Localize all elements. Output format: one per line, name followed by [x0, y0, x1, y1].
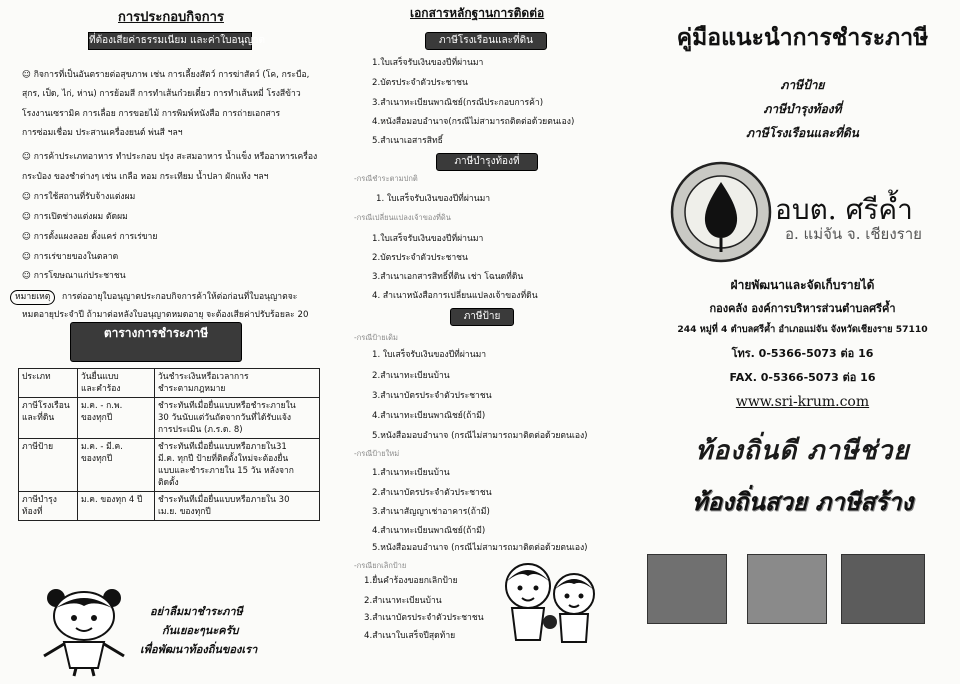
doc-item: 4.สำเนาทะเบียนพาณิชย์(ถ้ามี)	[372, 411, 486, 421]
brochure-subtitle: ภาษีโรงเรือนและที่ดิน	[746, 126, 859, 140]
doc-item: 1. ใบเสร็จรับเงินของปีที่ผ่านมา	[372, 350, 487, 360]
table-cell: ม.ค. ของทุก 4 ปี	[78, 492, 155, 521]
section-title: การประกอบกิจการ	[118, 10, 224, 25]
slogan-top: ท้องถิ่นดี ภาษีช่วย	[695, 436, 910, 466]
tax-schedule-table	[18, 368, 320, 521]
middle-panel	[340, 0, 640, 684]
brochure-subtitle: ภาษีบำรุงท้องที่	[763, 102, 842, 116]
doc-item: 5.หนังสือมอบอำนาจ (กรณีไม่สามารถมาติดต่อด้วยตนเอง)	[372, 431, 588, 441]
logo-location: อ. แม่จัน จ. เชียงราย	[785, 225, 922, 243]
doc-subheading: -กรณีป้ายเดิม	[354, 333, 398, 342]
left-panel	[0, 0, 335, 684]
business-line: ☺ การเปิดช่างแต่งผม ตัดผม	[22, 212, 128, 222]
photo-meeting	[841, 554, 925, 624]
logo-org-name: อบต. ศรีค้ำ	[775, 193, 913, 226]
table-cell: ม.ค. - ก.พ. ของทุกปี	[78, 398, 155, 439]
doc-item: 2.สำเนาบัตรประจำตัวประชาชน	[372, 488, 492, 498]
table-row	[19, 439, 320, 492]
department-name: ฝ่ายพัฒนาและจัดเก็บรายได้	[730, 278, 875, 292]
business-line: การซ่อมเชื่อม ประสานเครื่องยนต์ พ่นสี ฯลฯ	[22, 128, 183, 138]
slogan-line: เพื่อพัฒนาท้องถิ่นของเรา	[140, 643, 258, 656]
business-line: ☺ การเร่ขายของในตลาด	[22, 252, 119, 262]
cartoon-kids-icon	[490, 560, 610, 644]
doc-item: 2.บัตรประจำตัวประชาชน	[372, 253, 468, 263]
doc-item: 4.สำเนาทะเบียนพาณิชย์(ถ้ามี)	[372, 526, 486, 536]
table-cell: ชำระทันทีเมื่อยื่นแบบหรือภายใน31 มี.ค. ทุกปี ป้ายที่ติดตั้งใหม่จะต้องยื่น แบบและชำระภายใน 15 วัน หลังจาก ติดตั้ง	[155, 439, 320, 492]
table-cell: ภาษีโรงเรือน และที่ดิน	[19, 398, 78, 439]
table-cell: ภาษีบำรุง ท้องที่	[19, 492, 78, 521]
box-local-maintenance-tax: ภาษีบำรุงท้องที่	[436, 153, 538, 171]
photo-paddy-field	[647, 554, 727, 624]
documents-header: เอกสารหลักฐานการติดต่อ	[410, 6, 545, 20]
table-header: วันยื่นแบบ และคำร้อง	[78, 369, 155, 398]
doc-item: 1.สำเนาทะเบียนบ้าน	[372, 468, 450, 478]
phone-number: โทร. 0-5366-5073 ต่อ 16	[731, 347, 874, 360]
doc-subheading: -กรณีป้ายใหม่	[354, 449, 400, 458]
fee-banner: ที่ต้องเสียค่าธรรมเนียม และค่าใบอนุญาต	[88, 32, 252, 50]
table-row	[19, 398, 320, 439]
division-name: กองคลัง องค์การบริหารส่วนตำบลศรีค้ำ	[709, 302, 896, 315]
doc-item: 2.บัตรประจำตัวประชาชน	[372, 78, 468, 88]
doc-item: 5.หนังสือมอบอำนาจ (กรณีไม่สามารถมาติดต่อด้วยตนเอง)	[372, 543, 588, 553]
business-line: ☺ การตั้งแผงลอย ตั้งแคร่ การเร่ขาย	[22, 232, 158, 242]
table-cell: ชำระทันทีเมื่อยื่นแบบหรือชำระภายใน 30 วันนับแต่วันถัดจากวันที่ได้รับแจ้ง การประเมิน (ภ.ร.ด. 8)	[155, 398, 320, 439]
business-line: กระป๋อง ของชำต่างๆ เช่น เกลือ หอม กระเทียม น้ำปลา ผักแห้ง ฯลฯ	[22, 172, 269, 182]
table-header-row	[19, 369, 320, 398]
slogan-line: อย่าลืมมาชำระภาษี	[150, 605, 243, 618]
cartoon-girl-icon	[34, 586, 134, 678]
table-cell: ภาษีป้าย	[19, 439, 78, 492]
doc-item: 5.สำเนาเอสารสิทธิ์	[372, 136, 443, 146]
business-line: สุกร, เป็ด, ไก่, ห่าน) การย้อมสี การทำเส้นก๋วยเตี๋ยว การทำเส้นหมี่ โรงสีข้าว	[22, 89, 301, 99]
doc-subheading: -กรณียกเลิกป้าย	[354, 561, 407, 570]
schedule-title: ตารางการชำระภาษี	[70, 322, 242, 362]
box-building-land-tax: ภาษีโรงเรือนและที่ดิน	[425, 32, 547, 50]
doc-item: 1. ใบเสร็จรับเงินของปีที่ผ่านมา	[376, 194, 491, 204]
doc-item: 2.สำเนาทะเบียนบ้าน	[364, 596, 442, 606]
business-line: ☺ กิจการที่เป็นอันตรายต่อสุขภาพ เช่น การเลี้ยงสัตว์ การฆ่าสัตว์ (โค, กระบือ,	[22, 70, 310, 80]
sao-seal-logo	[669, 160, 773, 264]
doc-item: 4. สำเนาหนังสือการเปลี่ยนแปลงเจ้าของที่ดิน	[372, 291, 538, 301]
brochure-subtitle: ภาษีป้าย	[780, 78, 825, 92]
doc-item: 3.สำเนาเอกสารสิทธิ์ที่ดิน เช่า โฉนดที่ดิน	[372, 272, 524, 282]
box-signboard-tax: ภาษีป้าย	[450, 308, 514, 326]
doc-subheading: -กรณีเปลี่ยนแปลงเจ้าของที่ดิน	[354, 213, 451, 222]
slogan-bottom: ท้องถิ่นสวย ภาษีสร้าง	[691, 488, 914, 516]
table-row	[19, 492, 320, 521]
doc-subheading: -กรณีชำระตามปกติ	[354, 174, 418, 183]
doc-item: 3.สำเนาบัตรประจำตัวประชาชน	[364, 613, 484, 623]
table-header: วันชำระเงินหรือเวลาการ ชำระตามกฎหมาย	[155, 369, 320, 398]
note-text: หมดอายุประจำปี ถ้ามาต่อหลังใบอนุญาตหมดอายุ จะต้องเสียค่าปรับร้อยละ 20	[22, 310, 309, 320]
doc-item: 1.ยื่นคำร้องขอยกเลิกป้าย	[364, 576, 458, 586]
business-line: โรงงานเซรามิค การเลื่อย การขอยไม้ การพิมพ์หนังสือ การถ่ายเอกสาร	[22, 109, 281, 119]
doc-item: 3.สำเนาบัตรประจำตัวประชาชน	[372, 391, 492, 401]
doc-item: 3.สำเนาทะเบียนพาณิชย์(กรณีประกอบการค้า)	[372, 98, 544, 108]
photo-road	[747, 554, 827, 624]
table-cell: ม.ค. - มี.ค. ของทุกปี	[78, 439, 155, 492]
fax-number: FAX. 0-5366-5073 ต่อ 16	[729, 371, 876, 384]
right-panel	[645, 0, 960, 684]
doc-item: 1.ใบเสร็จรับเงินของปีที่ผ่านมา	[372, 234, 484, 244]
doc-item: 1.ใบเสร็จรับเงินของปีที่ผ่านมา	[372, 58, 484, 68]
doc-item: 4.หนังสือมอบอำนาจ(กรณีไม่สามารถติดต่อด้วยตนเอง)	[372, 117, 575, 127]
business-line: ☺ การค้าประเภทอาหาร ทำประกอบ ปรุง สะสมอาหาร น้ำแข็ง หรืออาหารเครื่อง	[22, 152, 318, 162]
office-address: 244 หมู่ที่ 4 ตำบลศรีค้ำ อำเภอแม่จัน จังหวัดเชียงราย 57110	[677, 324, 928, 335]
doc-item: 2.สำเนาทะเบียนบ้าน	[372, 371, 450, 381]
table-cell: ชำระทันทีเมื่อยื่นแบบหรือภายใน 30 เม.ย. ของทุกปี	[155, 492, 320, 521]
doc-item: 4.สำเนาใบเสร็จปีสุดท้าย	[364, 631, 456, 641]
business-line: ☺ การโฆษณาแก่ประชาชน	[22, 271, 126, 281]
business-line: ☺ การใช้สถานที่รับจ้างแต่งผม	[22, 192, 136, 202]
note-label: หมายเหตุ	[10, 290, 55, 305]
slogan-line: กันเยอะๆนะครับ	[162, 624, 239, 637]
table-header: ประเภท	[19, 369, 78, 398]
brochure-title: คู่มือแนะนำการชำระภาษี	[676, 25, 929, 51]
website-link[interactable]: www.sri-krum.com	[735, 394, 870, 410]
doc-item: 3.สำเนาสัญญาเช่าอาคาร(ถ้ามี)	[372, 507, 490, 517]
note-text: การต่ออายุใบอนุญาตประกอบกิจการค้าให้ต่อก่อนที่ใบอนุญาตจะ	[62, 292, 298, 302]
